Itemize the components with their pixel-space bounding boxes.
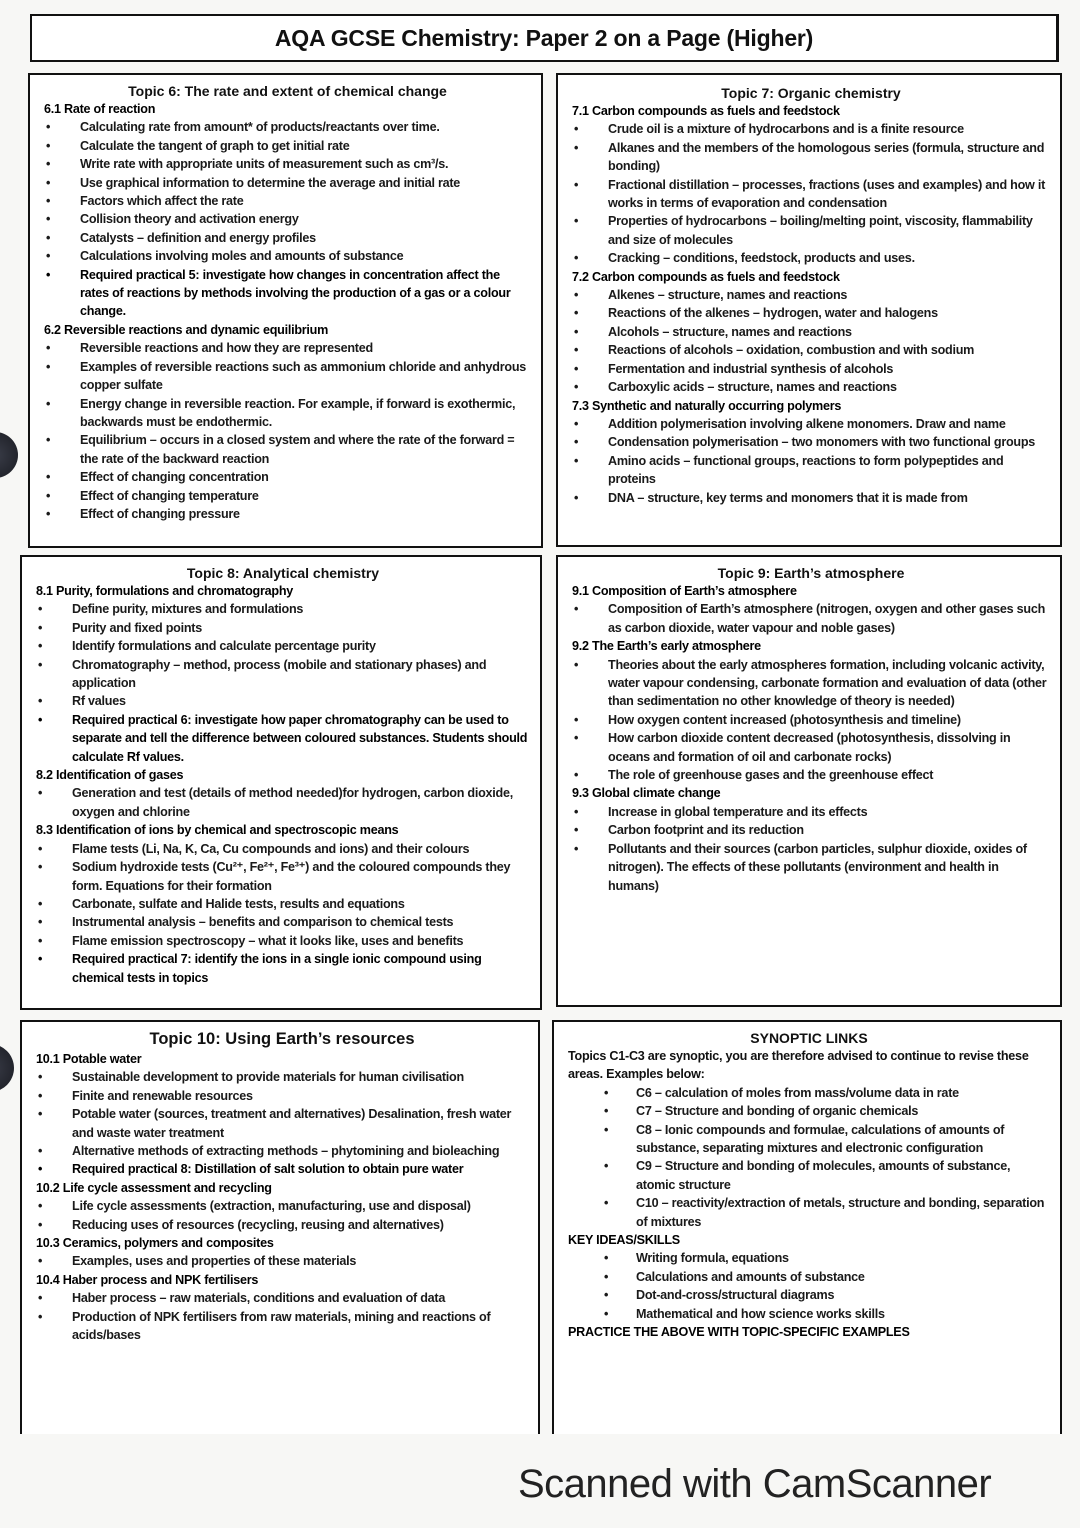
list-item-text: Carboxylic acids – structure, names and reactions (608, 380, 897, 395)
list-item (572, 341, 1050, 359)
bullet-icon: • (38, 639, 43, 654)
topic-10-panel (20, 1020, 540, 1434)
list-item-text: Mathematical and how science works skills (636, 1306, 885, 1321)
list-item (36, 858, 530, 895)
list-item (44, 137, 531, 155)
section-heading: 8.1 Purity, formulations and chromatography (36, 584, 294, 598)
section-heading: 9.3 Global climate change (572, 786, 721, 801)
list-item (44, 505, 531, 523)
panel-heading: Topic 10: Using Earth’s resources (149, 1030, 415, 1048)
bullet-icon: • (38, 1107, 43, 1122)
list-item (572, 304, 1050, 322)
bullet-icon: • (604, 1251, 609, 1266)
list-item (44, 210, 531, 228)
bullet-icon: • (46, 120, 51, 135)
list-item (44, 358, 531, 395)
list-item-text: Composition of Earth’s atmosphere (nitrogen, oxygen and other gases such as carbon dioxide, water vapour and noble gases) (608, 602, 1046, 635)
list-item-text: Sodium hydroxide tests (Cu²⁺, Fe²⁺, Fe³⁺) and the coloured compounds they form. Equations for their formation (72, 860, 511, 893)
list-item (36, 913, 530, 931)
bullet-icon: • (574, 490, 579, 505)
list-item-text: Production of NPK fertilisers from raw materials, mining and reactions of acids/bases (72, 1309, 491, 1343)
section-heading: 8.2 Identification of gases (36, 768, 184, 783)
topic-8-panel (20, 555, 542, 1010)
section-heading: 10.4 Haber process and NPK fertilisers (36, 1272, 259, 1287)
bullet-icon: • (38, 1162, 43, 1177)
required-practical-item (44, 266, 531, 321)
list-item (44, 247, 531, 265)
list-item (44, 339, 531, 357)
bullet-icon: • (574, 731, 579, 746)
list-item (36, 692, 530, 710)
bullet-icon: • (574, 380, 579, 395)
bullet-icon: • (604, 1196, 609, 1211)
list-item (36, 1087, 528, 1105)
list-item (572, 711, 1050, 729)
section-heading: KEY IDEAS/SKILLS (568, 1233, 680, 1248)
list-item-text: Crude oil is a mixture of hydrocarbons and is a finite resource (608, 122, 964, 137)
bullet-icon: • (38, 1199, 43, 1214)
list-item-text: Properties of hydrocarbons – boiling/melting point, viscosity, flammability and size of molecules (608, 214, 1033, 247)
list-item (568, 1268, 1050, 1286)
list-item-text: Pollutants and their sources (carbon particles, sulphur dioxide, oxides of nitrogen). The effects of these pollutants (environment and health in humans) (608, 841, 1027, 893)
list-item (36, 1216, 528, 1234)
bullet-icon: • (38, 786, 43, 801)
intro-text: Topics C1-C3 are synoptic, you are therefore advised to continue to revise these areas. Examples below: (568, 1049, 1029, 1082)
bullet-icon: • (38, 841, 43, 856)
list-item (36, 600, 530, 618)
bullet-icon: • (38, 860, 43, 875)
list-item (36, 840, 530, 858)
list-item (36, 619, 530, 637)
list-item-text: Addition polymerisation involving alkene monomers. Draw and name (608, 416, 1006, 431)
list-item-text: Alkenes – structure, names and reactions (608, 288, 848, 303)
list-item (36, 932, 530, 950)
list-item-text: Effect of changing concentration (80, 470, 269, 485)
list-item (568, 1194, 1050, 1231)
list-item (572, 489, 1050, 507)
bullet-icon: • (574, 823, 579, 838)
list-item (572, 176, 1050, 213)
section-heading: 7.2 Carbon compounds as fuels and feedstock (572, 269, 840, 284)
section-heading: 10.3 Ceramics, polymers and composites (36, 1236, 274, 1251)
list-item (572, 212, 1050, 249)
list-item-text: Instrumental analysis – benefits and comparison to chemical tests (72, 915, 454, 930)
bullet-icon: • (38, 657, 43, 672)
list-item-text: Collision theory and activation energy (80, 212, 299, 227)
bullet-icon: • (38, 620, 43, 635)
bullet-icon: • (38, 952, 43, 967)
bullet-icon: • (604, 1122, 609, 1137)
section-heading: 10.2 Life cycle assessment and recycling (36, 1180, 272, 1195)
bullet-icon: • (38, 915, 43, 930)
bullet-icon: • (604, 1288, 609, 1303)
list-item-text: Life cycle assessments (extraction, manufacturing, use and disposal) (72, 1199, 471, 1214)
list-item (572, 378, 1050, 396)
list-item (572, 415, 1050, 433)
list-item-text: Reducing uses of resources (recycling, reusing and alternatives) (72, 1217, 444, 1232)
list-item-text: Cracking – conditions, feedstock, products and uses. (608, 251, 915, 266)
bullet-icon: • (38, 602, 43, 617)
list-item-text: C8 – Ionic compounds and formulae, calculations of amounts of substance, separating mixtures and electronic configuration (636, 1122, 1005, 1156)
bullet-icon: • (46, 341, 51, 356)
list-item-text: Amino acids – functional groups, reactions to form polypeptides and proteins (608, 453, 1004, 487)
list-item (572, 452, 1050, 489)
list-item (568, 1084, 1050, 1102)
bullet-icon: • (46, 359, 51, 374)
list-item (36, 1308, 528, 1345)
list-item-text: Required practical 7: identify the ions in a single ionic compound using chemical tests in topics (72, 952, 482, 985)
list-item-text: How oxygen content increased (photosynthesis and timeline) (608, 712, 961, 727)
list-item-text: Factors which affect the rate (80, 194, 244, 209)
bullet-icon: • (604, 1159, 609, 1174)
list-item-text: C7 – Structure and bonding of organic chemicals (636, 1104, 919, 1119)
section-heading: 6.2 Reversible reactions and dynamic equilibrium (44, 322, 329, 337)
bullet-icon: • (46, 230, 51, 245)
topic-6-panel (28, 73, 543, 548)
bullet-icon: • (38, 896, 43, 911)
bullet-icon: • (574, 288, 579, 303)
bullet-icon: • (38, 933, 43, 948)
bullet-icon: • (574, 768, 579, 783)
bullet-icon: • (46, 488, 51, 503)
list-item-text: Required practical 5: investigate how changes in concentration affect the rates of reactions by methods involving the production of a gas or a colour change. (80, 267, 511, 319)
bullet-icon: • (38, 712, 43, 727)
list-item-text: Equilibrium – occurs in a closed system and where the rate of the forward = the rate of the backward reaction (80, 433, 515, 466)
list-item-text: C9 – Structure and bonding of molecules, amounts of substance, atomic structure (636, 1159, 1011, 1192)
bullet-icon: • (38, 1291, 43, 1306)
bullet-icon: • (46, 267, 51, 282)
list-item-text: Flame tests (Li, Na, K, Ca, Cu compounds and ions) and their colours (72, 841, 470, 856)
list-item-text: Write rate with appropriate units of measurement such as cm³/s. (80, 157, 449, 172)
list-item-text: Dot-and-cross/structural diagrams (636, 1288, 835, 1303)
bullet-icon: • (38, 1217, 43, 1232)
required-practical-item (36, 1160, 528, 1178)
list-item-text: Reactions of the alkenes – hydrogen, water and halogens (608, 306, 938, 321)
list-item (572, 286, 1050, 304)
list-item-text: Writing formula, equations (636, 1251, 789, 1266)
list-item-text: Generation and test (details of method needed)for hydrogen, carbon dioxide, oxygen and chlorine (72, 786, 513, 819)
list-item-text: Define purity, mixtures and formulations (72, 602, 304, 617)
required-practical-item (36, 711, 530, 766)
page-title: AQA GCSE Chemistry: Paper 2 on a Page (Higher) (274, 24, 814, 51)
bullet-icon: • (604, 1269, 609, 1284)
list-item (44, 118, 531, 136)
list-item-text: Carbon footprint and its reduction (608, 823, 804, 838)
bullet-icon: • (46, 506, 51, 521)
list-item-text: Calculate the tangent of graph to get initial rate (80, 138, 350, 153)
bullet-icon: • (604, 1104, 609, 1119)
bullet-icon: • (38, 1070, 43, 1085)
bullet-icon: • (574, 306, 579, 321)
bullet-icon: • (604, 1306, 609, 1321)
list-item-text: Rf values (72, 694, 126, 709)
bullet-icon: • (574, 251, 579, 266)
list-item (44, 395, 531, 432)
bullet-icon: • (574, 122, 579, 137)
bullet-icon: • (574, 361, 579, 376)
bullet-icon: • (574, 804, 579, 819)
list-item-text: Reactions of alcohols – oxidation, combustion and with sodium (608, 343, 975, 358)
bullet-icon: • (574, 343, 579, 358)
list-item (44, 229, 531, 247)
synoptic-links-panel (552, 1020, 1062, 1434)
section-heading: 9.2 The Earth’s early atmosphere (572, 639, 761, 654)
list-item-text: Haber process – raw materials, conditions and evaluation of data (72, 1291, 446, 1306)
required-practical-item (36, 950, 530, 987)
list-item-text: Energy change in reversible reaction. For example, if forward is exothermic, backwards must be endothermic. (80, 396, 516, 429)
bullet-icon: • (46, 175, 51, 190)
list-item-text: Alternative methods of extracting methods – phytomining and bioleaching (72, 1144, 500, 1159)
list-item-text: Use graphical information to determine the average and initial rate (80, 175, 461, 190)
list-item (572, 600, 1050, 637)
bullet-icon: • (46, 157, 51, 172)
list-item-text: Flame emission spectroscopy – what it looks like, uses and benefits (72, 933, 464, 948)
list-item (572, 323, 1050, 341)
list-item (572, 249, 1050, 267)
bullet-icon: • (574, 214, 579, 229)
list-item (572, 360, 1050, 378)
bullet-icon: • (574, 177, 579, 192)
list-item (568, 1286, 1050, 1304)
section-heading: 6.1 Rate of reaction (44, 102, 156, 116)
list-item (568, 1102, 1050, 1120)
bullet-icon: • (38, 1144, 43, 1159)
bullet-icon: • (38, 1309, 43, 1324)
camscanner-watermark: Scanned with CamScanner (518, 1462, 992, 1506)
list-item (572, 433, 1050, 451)
list-item-text: Alkanes and the members of the homologous series (formula, structure and bonding) (608, 140, 1045, 174)
bullet-icon: • (574, 324, 579, 339)
list-item-text: Effect of changing pressure (80, 506, 240, 521)
list-item (572, 139, 1050, 176)
list-item (44, 155, 531, 173)
page-title-box (30, 14, 1059, 62)
list-item-text: Chromatography – method, process (mobile and stationary phases) and application (72, 657, 487, 691)
bullet-icon: • (574, 602, 579, 617)
list-item (568, 1249, 1050, 1267)
list-item-text: Finite and renewable resources (72, 1088, 253, 1103)
list-item-text: Required practical 8: Distillation of salt solution to obtain pure water (72, 1162, 464, 1177)
bullet-icon: • (46, 470, 51, 485)
list-item (44, 487, 531, 505)
list-item-text: Calculations and amounts of substance (636, 1269, 865, 1284)
list-item (572, 120, 1050, 138)
list-item-text: Reversible reactions and how they are represented (80, 341, 373, 356)
list-item-text: Sustainable development to provide materials for human civilisation (72, 1070, 464, 1085)
list-item (36, 1197, 528, 1215)
list-item (36, 1289, 528, 1307)
list-item (572, 821, 1050, 839)
list-item-text: Increase in global temperature and its effects (608, 804, 868, 819)
list-item (568, 1157, 1050, 1194)
list-item-text: Calculations involving moles and amounts of substance (80, 249, 404, 264)
panel-heading: Topic 9: Earth’s atmosphere (717, 565, 905, 581)
list-item (36, 1142, 528, 1160)
list-item-text: Effect of changing temperature (80, 488, 259, 503)
list-item (572, 840, 1050, 895)
list-item-text: Alcohols – structure, names and reactions (608, 324, 852, 339)
bullet-icon: • (574, 712, 579, 727)
list-item (36, 784, 530, 821)
list-item (36, 1068, 528, 1086)
bullet-icon: • (574, 435, 579, 450)
bullet-icon: • (604, 1085, 609, 1100)
bullet-icon: • (38, 694, 43, 709)
list-item-text: Fermentation and industrial synthesis of alcohols (608, 361, 894, 376)
list-item (44, 192, 531, 210)
bullet-icon: • (38, 1254, 43, 1269)
bullet-icon: • (574, 416, 579, 431)
section-heading: 8.3 Identification of ions by chemical and spectroscopic means (36, 823, 399, 838)
bullet-icon: • (46, 433, 51, 448)
list-item-text: The role of greenhouse gases and the greenhouse effect (608, 768, 934, 783)
list-item (568, 1121, 1050, 1158)
bullet-icon: • (46, 194, 51, 209)
topic-9-panel (556, 555, 1062, 1007)
list-item (44, 431, 531, 468)
list-item-text: Examples of reversible reactions such as ammonium chloride and anhydrous copper sulfate (80, 359, 527, 393)
bullet-icon: • (574, 140, 579, 155)
list-item (44, 174, 531, 192)
panel-heading: Topic 7: Organic chemistry (721, 85, 901, 101)
list-item-text: Condensation polymerisation – two monomers with two functional groups (608, 435, 1036, 450)
bullet-icon: • (574, 841, 579, 856)
list-item-text: Identify formulations and calculate percentage purity (72, 639, 376, 654)
list-item-text: DNA – structure, key terms and monomers that it is made from (608, 490, 968, 505)
bullet-icon: • (574, 453, 579, 468)
list-item (572, 656, 1050, 711)
panel-heading: Topic 6: The rate and extent of chemical change (128, 83, 447, 99)
list-item (44, 468, 531, 486)
list-item-text: Potable water (sources, treatment and alternatives) Desalination, fresh water and waste water treatment (72, 1107, 512, 1140)
section-heading: 9.1 Composition of Earth’s atmosphere (572, 584, 797, 598)
list-item-text: Catalysts – definition and energy profiles (80, 230, 316, 245)
list-item (572, 803, 1050, 821)
panel-heading: Topic 8: Analytical chemistry (186, 565, 380, 581)
punch-hole-mark (0, 432, 18, 478)
list-item (568, 1305, 1050, 1323)
bullet-icon: • (46, 138, 51, 153)
panel-heading: SYNOPTIC LINKS (750, 1030, 868, 1046)
section-heading: 7.3 Synthetic and naturally occurring polymers (572, 398, 842, 413)
list-item (36, 656, 530, 693)
section-heading: PRACTICE THE ABOVE WITH TOPIC-SPECIFIC EXAMPLES (568, 1325, 910, 1340)
list-item-text: Examples, uses and properties of these materials (72, 1254, 357, 1269)
list-item-text: Calculating rate from amount* of products/reactants over time. (80, 120, 440, 135)
list-item-text: C6 – calculation of moles from mass/volume data in rate (636, 1085, 959, 1100)
bullet-icon: • (46, 212, 51, 227)
bullet-icon: • (574, 657, 579, 672)
list-item (36, 1105, 528, 1142)
bullet-icon: • (38, 1088, 43, 1103)
list-item (36, 637, 530, 655)
list-item-text: Carbonate, sulfate and Halide tests, results and equations (72, 896, 405, 911)
list-item (572, 766, 1050, 784)
punch-hole-mark (0, 1044, 14, 1092)
list-item-text: Theories about the early atmospheres formation, including volcanic activity, water vapour condensing, carbonate formation and evaluation of data (other than sedimentation no other knowledge of theory is needed) (608, 657, 1047, 709)
bullet-icon: • (46, 396, 51, 411)
list-item-text: C10 – reactivity/extraction of metals, structure and bonding, separation of mixtures (636, 1196, 1045, 1229)
list-item (36, 895, 530, 913)
list-item-text: Fractional distillation – processes, fractions (uses and examples) and how it works in terms of evaporation and condensation (608, 177, 1046, 211)
list-item (572, 729, 1050, 766)
section-heading: 7.1 Carbon compounds as fuels and feedstock (572, 104, 840, 118)
section-heading: 10.1 Potable water (36, 1052, 142, 1066)
list-item (36, 1252, 528, 1270)
list-item-text: Purity and fixed points (72, 620, 202, 635)
list-item-text: How carbon dioxide content decreased (photosynthesis, dissolving in oceans and formation of oil and carbonate rocks) (608, 731, 1011, 764)
bullet-icon: • (46, 249, 51, 264)
topic-7-panel (556, 73, 1062, 547)
list-item-text: Required practical 6: investigate how paper chromatography can be used to separate and tell the difference between coloured substances. Students should calculate Rf values. (72, 712, 528, 764)
